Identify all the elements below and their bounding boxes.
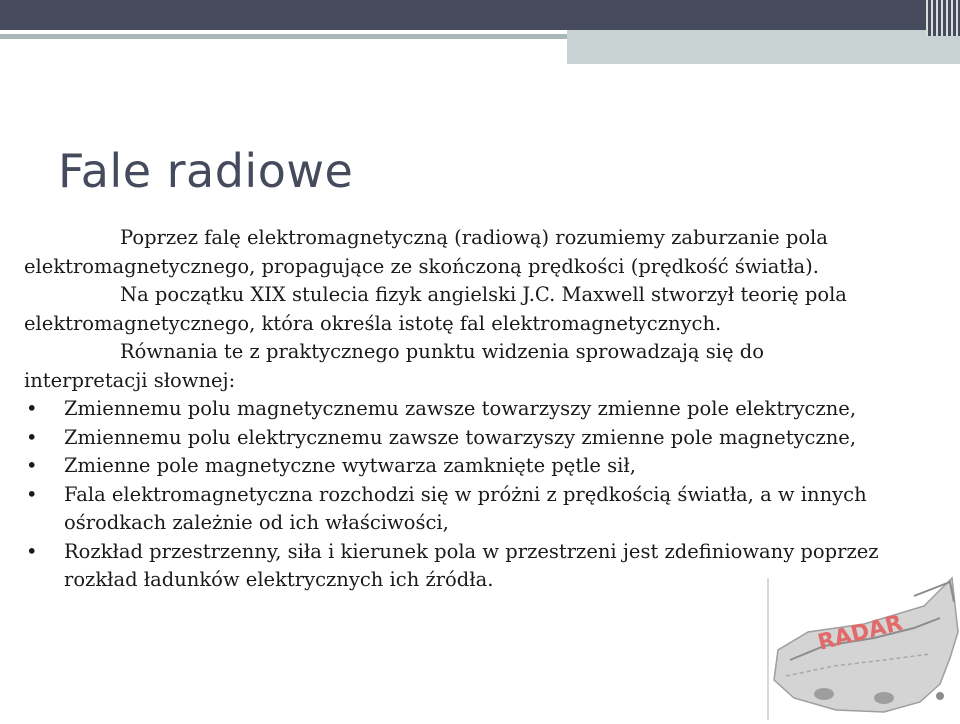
bullet-item (24, 452, 924, 481)
bullet-icon: • (26, 539, 38, 563)
bullet-text: Rozkład przestrzenny, siła i kierunek pola w przestrzeni jest zdefiniowany poprzez rozkład ładunków elektrycznych ich źródła. (64, 539, 879, 591)
bullet-text: Fala elektromagnetyczna rozchodzi się w próżni z prędkością światła, a w innych ośrodkach zależnie od ich właściwości, (64, 482, 867, 534)
slide-title: Fale radiowe (58, 144, 354, 198)
paragraph (24, 224, 924, 281)
bullet-text: Zmienne pole magnetyczne wytwarza zamknięte pętle sił, (64, 454, 636, 477)
bullet-item (24, 481, 924, 538)
bullet-icon: • (26, 425, 38, 449)
header-stripes (926, 0, 960, 36)
paragraph (24, 281, 924, 338)
paragraph-rest: interpretacji słownej: (24, 368, 236, 392)
header-bar (0, 0, 960, 30)
bullet-icon: • (26, 482, 38, 506)
paragraph-rest: elektromagnetycznego, propagujące ze skończoną prędkości (prędkość światła). (24, 254, 819, 278)
paragraph-first-line: Na początku XIX stulecia fizyk angielski J.C. Maxwell stworzył teorię pola (120, 283, 847, 306)
bullet-icon: • (26, 397, 38, 420)
paragraph (24, 338, 924, 395)
radar-drawing (764, 572, 960, 720)
paragraph-first-line: Poprzez falę elektromagnetyczną (radiową) rozumiemy zaburzanie pola (120, 226, 828, 249)
radar-label: RADAR (815, 610, 906, 656)
paragraph-rest: elektromagnetycznego, która określa istotę fal elektromagnetycznych. (24, 311, 722, 335)
bullet-item (24, 395, 924, 424)
slide-body (24, 224, 924, 595)
bullet-list (24, 395, 924, 595)
paragraph-first-line: Równania te z praktycznego punktu widzenia sprowadzają się do (120, 340, 764, 363)
bullet-item (24, 424, 924, 453)
radar-image (764, 572, 960, 720)
bullet-icon: • (26, 454, 38, 477)
bullet-text: Zmiennemu polu elektrycznemu zawsze towarzyszy zmienne pole magnetyczne, (64, 425, 857, 449)
header-accent-block (567, 30, 960, 64)
bullet-text: Zmiennemu polu magnetycznemu zawsze towarzyszy zmienne pole elektryczne, (64, 397, 857, 420)
